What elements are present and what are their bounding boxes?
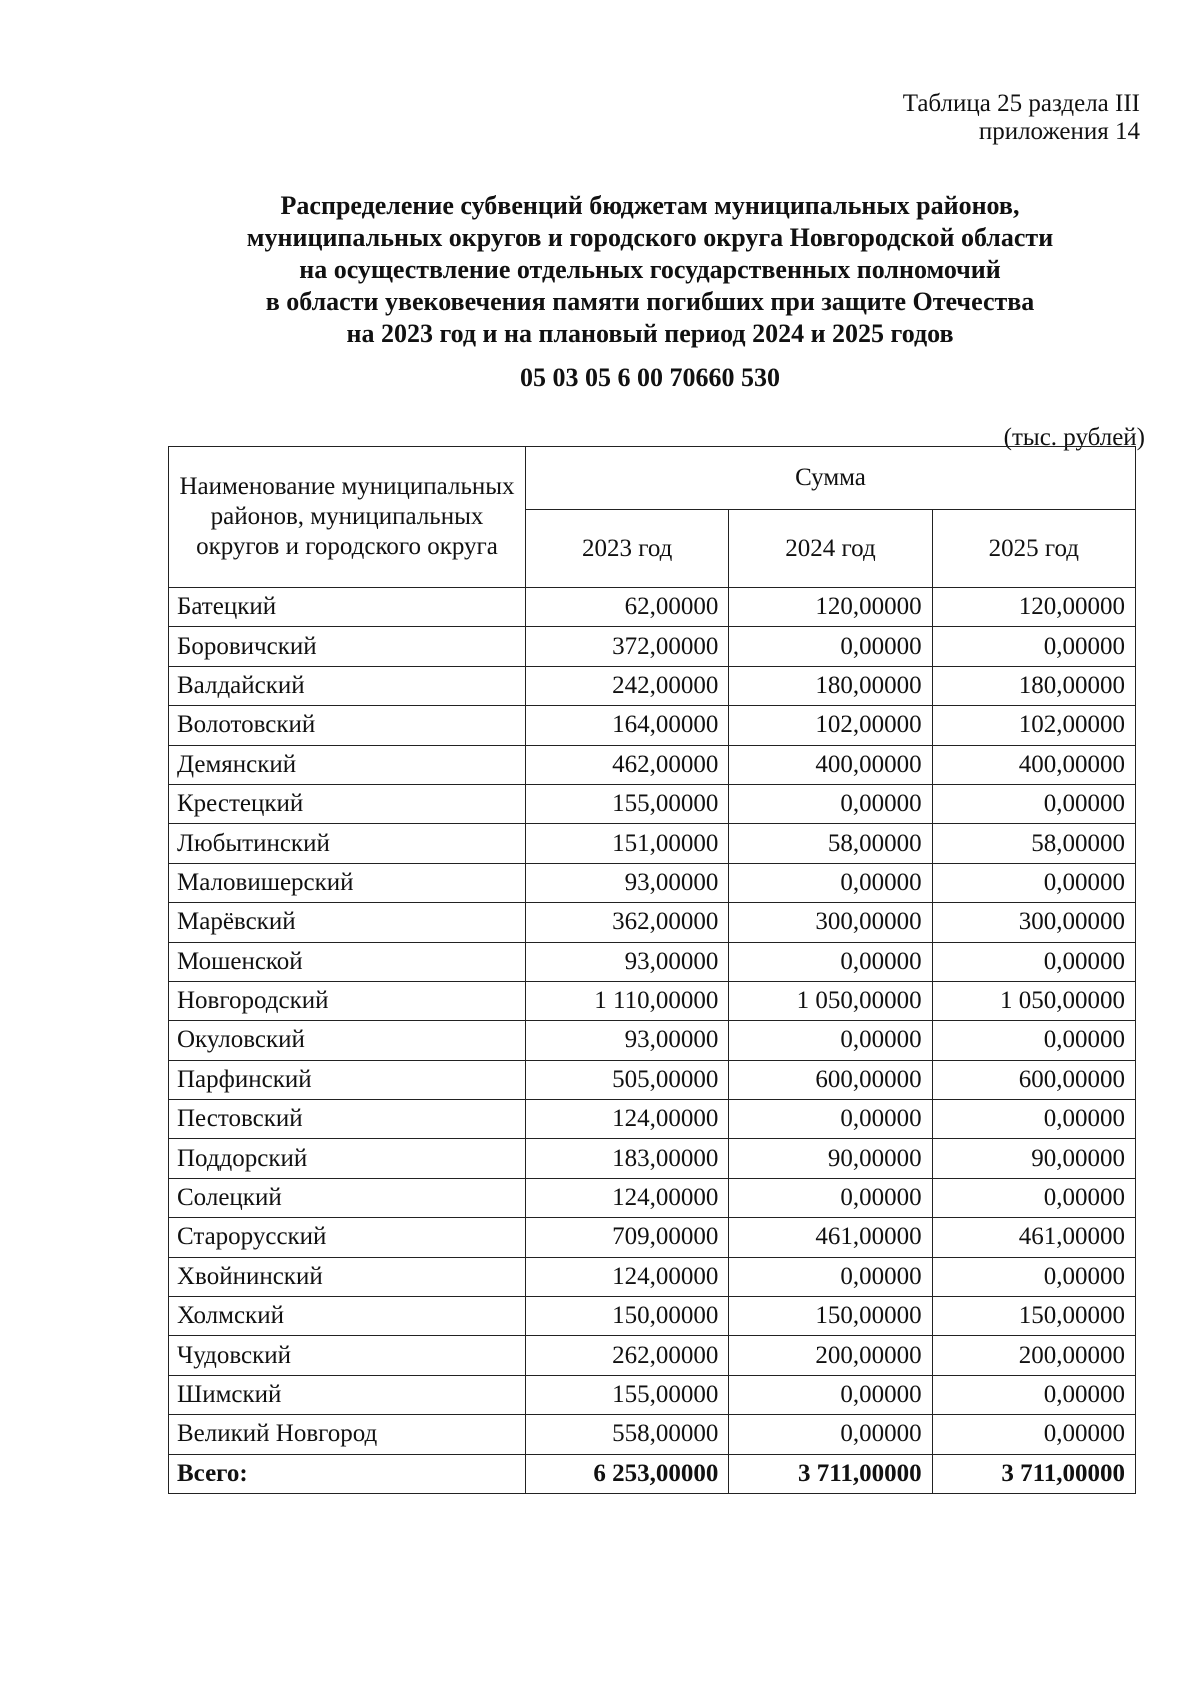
value-2023: 150,00000 (526, 1297, 729, 1336)
table-row (169, 1336, 1136, 1375)
table-row (169, 824, 1136, 863)
municipality-name: Демянский (169, 745, 526, 784)
reference-line-2: приложения 14 (978, 118, 1140, 145)
municipality-name: Парфинский (169, 1060, 526, 1099)
municipality-name: Волотовский (169, 706, 526, 745)
value-2024: 0,00000 (729, 863, 932, 902)
value-2025: 200,00000 (932, 1336, 1135, 1375)
value-2025: 461,00000 (932, 1218, 1135, 1257)
value-2024: 200,00000 (729, 1336, 932, 1375)
value-2023: 93,00000 (526, 863, 729, 902)
title-line-2: муниципальных округов и городского округа Новгородской области (246, 223, 1054, 252)
municipality-name: Поддорский (169, 1139, 526, 1178)
value-2023: 242,00000 (526, 666, 729, 705)
value-2023: 155,00000 (526, 1375, 729, 1414)
title-line-4: в области увековечения памяти погибших при защите Отечества (265, 287, 1035, 316)
value-2024: 0,00000 (729, 627, 932, 666)
value-2023: 124,00000 (526, 1178, 729, 1217)
header-sum: Сумма (526, 447, 1136, 510)
total-2025: 3 711,00000 (932, 1454, 1135, 1493)
municipality-name: Старорусский (169, 1218, 526, 1257)
value-2025: 0,00000 (932, 1375, 1135, 1414)
table-row (169, 1021, 1136, 1060)
table-row (169, 1100, 1136, 1139)
value-2023: 93,00000 (526, 1021, 729, 1060)
municipality-name: Солецкий (169, 1178, 526, 1217)
value-2024: 0,00000 (729, 942, 932, 981)
value-2024: 600,00000 (729, 1060, 932, 1099)
value-2023: 372,00000 (526, 627, 729, 666)
value-2024: 0,00000 (729, 1415, 932, 1454)
table-row (169, 784, 1136, 823)
header-year-2024: 2024 год (729, 510, 932, 588)
value-2025: 0,00000 (932, 1257, 1135, 1296)
value-2024: 0,00000 (729, 1257, 932, 1296)
reference-line-1: Таблица 25 раздела III (902, 90, 1140, 117)
table-row (169, 706, 1136, 745)
table-reference (903, 90, 1140, 146)
title-line-1: Распределение субвенций бюджетам муниципальных районов, (280, 191, 1020, 220)
value-2023: 462,00000 (526, 745, 729, 784)
value-2025: 0,00000 (932, 627, 1135, 666)
header-municipality-name: Наименование муниципальных районов, муниципальных округов и городского округа (169, 447, 526, 588)
value-2023: 262,00000 (526, 1336, 729, 1375)
value-2023: 505,00000 (526, 1060, 729, 1099)
value-2025: 150,00000 (932, 1297, 1135, 1336)
municipality-name: Батецкий (169, 588, 526, 627)
table-row (169, 1415, 1136, 1454)
table-row (169, 627, 1136, 666)
value-2025: 0,00000 (932, 1178, 1135, 1217)
municipality-name: Любытинский (169, 824, 526, 863)
total-label: Всего: (169, 1454, 526, 1493)
total-row (169, 1454, 1136, 1493)
table-row (169, 1375, 1136, 1414)
value-2025: 120,00000 (932, 588, 1135, 627)
value-2025: 0,00000 (932, 942, 1135, 981)
value-2023: 93,00000 (526, 942, 729, 981)
value-2025: 0,00000 (932, 863, 1135, 902)
document-title (150, 190, 1150, 350)
value-2025: 0,00000 (932, 784, 1135, 823)
unit-label: (тыс. рублей) (1003, 424, 1145, 451)
value-2024: 1 050,00000 (729, 981, 932, 1020)
total-2024: 3 711,00000 (729, 1454, 932, 1493)
value-2024: 400,00000 (729, 745, 932, 784)
value-2024: 180,00000 (729, 666, 932, 705)
municipality-name: Великий Новгород (169, 1415, 526, 1454)
table-row (169, 863, 1136, 902)
value-2023: 164,00000 (526, 706, 729, 745)
municipality-name: Шимский (169, 1375, 526, 1414)
value-2024: 0,00000 (729, 1178, 932, 1217)
table-row (169, 942, 1136, 981)
municipality-name: Окуловский (169, 1021, 526, 1060)
value-2025: 1 050,00000 (932, 981, 1135, 1020)
value-2023: 362,00000 (526, 903, 729, 942)
value-2025: 58,00000 (932, 824, 1135, 863)
value-2024: 0,00000 (729, 1021, 932, 1060)
table-row (169, 1218, 1136, 1257)
value-2024: 102,00000 (729, 706, 932, 745)
value-2023: 124,00000 (526, 1100, 729, 1139)
table-row (169, 588, 1136, 627)
municipality-name: Чудовский (169, 1336, 526, 1375)
title-line-5: на 2023 год и на плановый период 2024 и 2025 годов (346, 319, 954, 348)
value-2025: 0,00000 (932, 1100, 1135, 1139)
table-row (169, 666, 1136, 705)
table-row (169, 981, 1136, 1020)
value-2025: 300,00000 (932, 903, 1135, 942)
value-2024: 0,00000 (729, 784, 932, 823)
value-2024: 58,00000 (729, 824, 932, 863)
value-2025: 600,00000 (932, 1060, 1135, 1099)
value-2023: 155,00000 (526, 784, 729, 823)
table-row (169, 1257, 1136, 1296)
value-2024: 120,00000 (729, 588, 932, 627)
value-2023: 709,00000 (526, 1218, 729, 1257)
municipality-name: Боровичский (169, 627, 526, 666)
table-row (169, 1297, 1136, 1336)
value-2025: 0,00000 (932, 1021, 1135, 1060)
municipality-name: Крестецкий (169, 784, 526, 823)
value-2025: 90,00000 (932, 1139, 1135, 1178)
value-2025: 180,00000 (932, 666, 1135, 705)
municipality-name: Мошенской (169, 942, 526, 981)
value-2024: 300,00000 (729, 903, 932, 942)
table-row (169, 1139, 1136, 1178)
municipality-name: Новгородский (169, 981, 526, 1020)
value-2024: 461,00000 (729, 1218, 932, 1257)
total-2023: 6 253,00000 (526, 1454, 729, 1493)
value-2024: 90,00000 (729, 1139, 932, 1178)
value-2023: 558,00000 (526, 1415, 729, 1454)
value-2025: 102,00000 (932, 706, 1135, 745)
title-line-3: на осуществление отдельных государственных полномочий (299, 255, 1001, 284)
value-2024: 150,00000 (729, 1297, 932, 1336)
table-row (169, 1060, 1136, 1099)
value-2024: 0,00000 (729, 1375, 932, 1414)
municipality-name: Валдайский (169, 666, 526, 705)
value-2023: 151,00000 (526, 824, 729, 863)
table-row (169, 745, 1136, 784)
table-body (169, 588, 1136, 1494)
subsidy-table (168, 446, 1136, 1494)
value-2025: 0,00000 (932, 1415, 1135, 1454)
value-2023: 124,00000 (526, 1257, 729, 1296)
table-row (169, 1178, 1136, 1217)
value-2023: 183,00000 (526, 1139, 729, 1178)
municipality-name: Пестовский (169, 1100, 526, 1139)
header-year-2025: 2025 год (932, 510, 1135, 588)
table-row (169, 903, 1136, 942)
value-2025: 400,00000 (932, 745, 1135, 784)
municipality-name: Хвойнинский (169, 1257, 526, 1296)
value-2023: 1 110,00000 (526, 981, 729, 1020)
municipality-name: Маловишерский (169, 863, 526, 902)
header-year-2023: 2023 год (526, 510, 729, 588)
municipality-name: Холмский (169, 1297, 526, 1336)
value-2023: 62,00000 (526, 588, 729, 627)
value-2024: 0,00000 (729, 1100, 932, 1139)
municipality-name: Марёвский (169, 903, 526, 942)
budget-classification-code: 05 03 05 6 00 70660 530 (520, 363, 780, 392)
